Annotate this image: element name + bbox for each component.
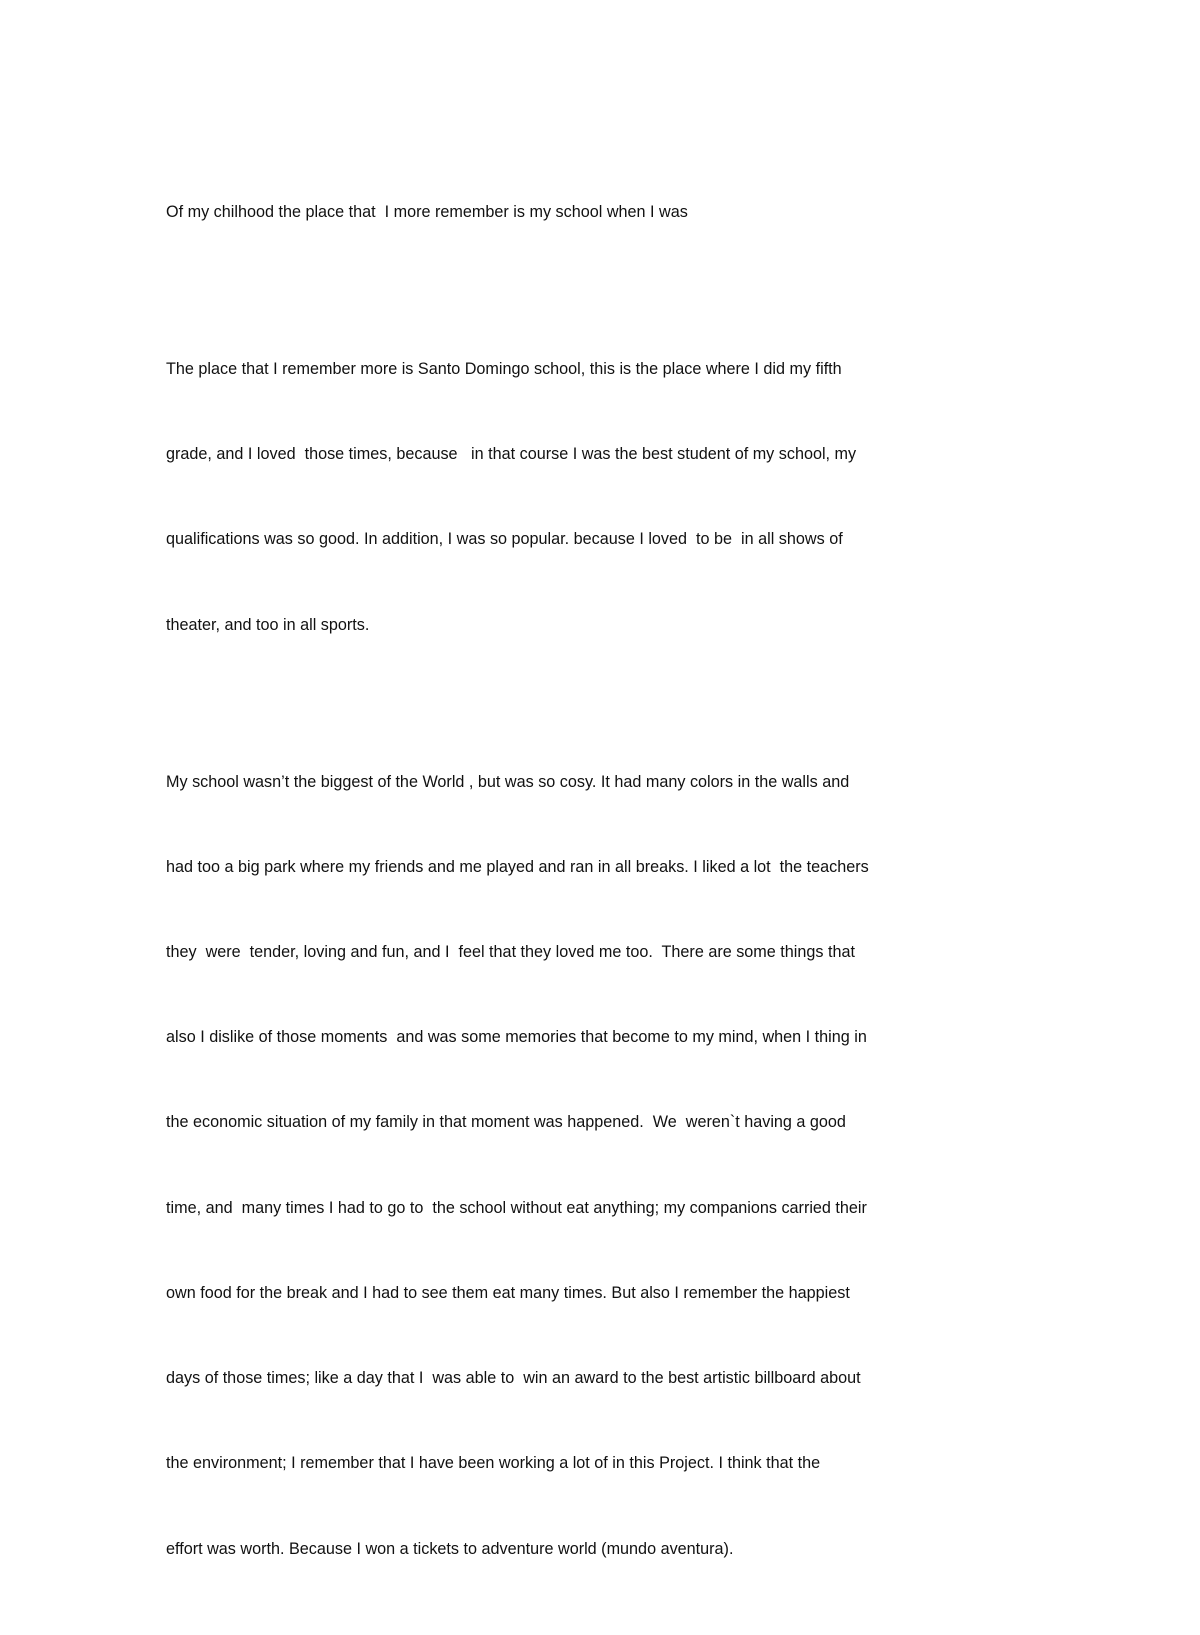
text-line: grade, and I loved those times, because in that course I was the best student of my school, my <box>166 445 857 464</box>
text-line: they were tender, loving and fun, and I feel that they loved me too. There are some things that <box>166 942 855 961</box>
text-line: the environment; I remember that I have been working a lot of in this Project. I think that the <box>166 1454 821 1473</box>
text-line: qualifications was so good. In addition, I was so popular. because I loved to be in all shows of <box>166 530 843 549</box>
text-line: days of those times; like a day that I was able to win an award to the best artistic billboard about <box>166 1369 861 1388</box>
text-line: time, and many times I had to go to the school without eat anything; my companions carried their <box>166 1198 867 1217</box>
document-body <box>166 141 1046 1635</box>
text-line: own food for the break and I had to see them eat many times. But also I remember the happiest <box>166 1283 850 1302</box>
text-line: effort was worth. Because I won a tickets to adventure world (mundo aventura). <box>166 1539 734 1558</box>
text-line: the economic situation of my family in that moment was happened. We weren`t having a good <box>166 1113 846 1132</box>
paragraph-1 <box>166 298 1046 696</box>
text-line: had too a big park where my friends and me played and ran in all breaks. I liked a lot the teachers <box>166 857 869 876</box>
text-line: My school wasn’t the biggest of the World , but was so cosy. It had many colors in the walls and <box>166 772 850 791</box>
text-line: The place that I remember more is Santo Domingo school, this is the place where I did my fifth <box>166 359 842 378</box>
paragraph-2 <box>166 711 1046 1620</box>
text-line: theater, and too in all sports. <box>166 615 370 634</box>
heading-line <box>166 141 1046 283</box>
text-line: also I dislike of those moments and was some memories that become to my mind, when I thing in <box>166 1028 867 1047</box>
text-line: Of my chilhood the place that I more remember is my school when I was <box>166 202 688 221</box>
